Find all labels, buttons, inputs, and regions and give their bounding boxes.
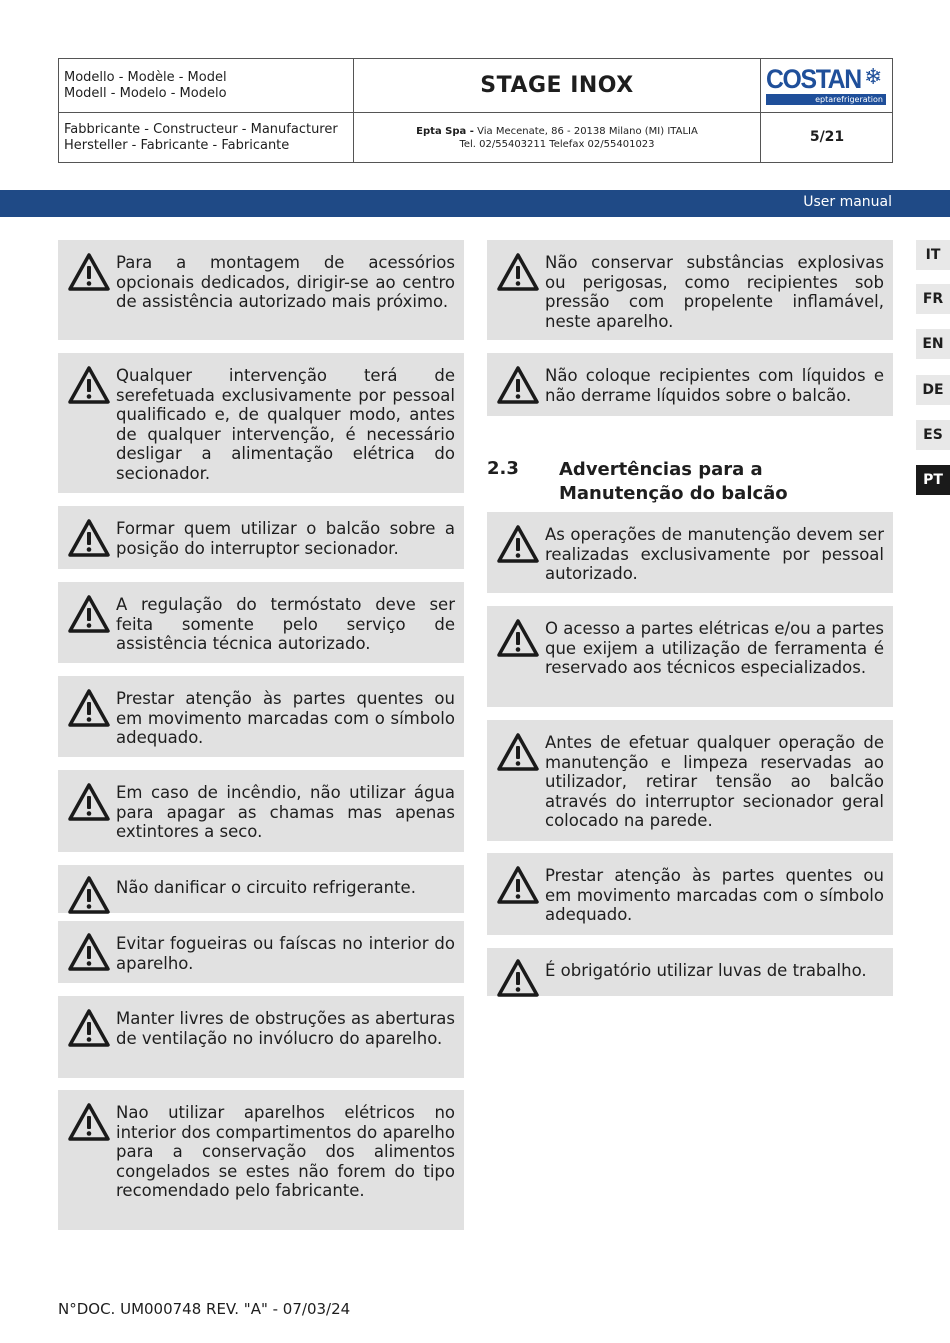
warning-box-left-10 (58, 1090, 464, 1230)
section-number: 2.3 (487, 458, 519, 479)
warning-text: Em caso de incêndio, não utilizar água para apagar as chamas mas apenas extintores a seco. (116, 783, 455, 841)
warning-triangle-icon (67, 1102, 111, 1142)
language-tab-de[interactable]: DE (916, 375, 950, 405)
section-band (0, 190, 950, 217)
warning-text: As operações de manutenção devem ser realizadas exclusivamente por pessoal autorizado. (545, 525, 884, 583)
warning-triangle-icon (67, 252, 111, 292)
logo-word: COSTAN (766, 64, 861, 94)
warning-triangle-icon (496, 618, 540, 658)
warning-text: Não coloque recipientes com líquidos e não derrame líquidos sobre o balcão. (545, 366, 884, 405)
model-name: STAGE INOX (480, 73, 634, 98)
warning-text: Formar quem utilizar o balcão sobre a posição do interruptor secionador. (116, 519, 455, 558)
warning-text: Manter livres de obstruções as aberturas de ventilação no invólucro do aparelho. (116, 1009, 455, 1048)
warning-box-right-bottom-4 (487, 853, 893, 935)
warning-triangle-icon (67, 594, 111, 634)
warning-box-right-bottom-2 (487, 606, 893, 707)
warning-text: Não danificar o circuito refrigerante. (116, 878, 416, 897)
warning-box-left-8 (58, 921, 464, 983)
page-number: 5/21 (809, 129, 845, 145)
document-header (58, 58, 893, 163)
manufacturer-label-line-1: Fabbricante - Constructeur - Manufacturer (64, 122, 338, 137)
warning-box-right-bottom-1 (487, 512, 893, 593)
warning-triangle-icon (496, 865, 540, 905)
warning-text: Prestar atenção às partes quentes ou em movimento marcadas com o símbolo adequado. (116, 689, 455, 747)
warning-triangle-icon (67, 688, 111, 728)
warning-box-left-2 (58, 353, 464, 493)
warning-text: Prestar atenção às partes quentes ou em movimento marcadas com o símbolo adequado. (545, 866, 884, 924)
warning-text: Qualquer intervenção terá de serefetuada exclusivamente por pessoal qualificado e, de qualquer modo, antes de qualquer intervenção, é necessário desligar a alimentação elétrica do secionador. (116, 366, 455, 483)
warning-box-right-bottom-5 (487, 948, 893, 996)
manufacturer-address (354, 125, 760, 151)
company-name: Epta Spa - (416, 126, 474, 137)
warning-triangle-icon (496, 958, 540, 998)
model-label-line-2: Modell - Modelo - Modelo (64, 86, 227, 101)
warning-text: O acesso a partes elétricas e/ou a partes que exijem a utilização de ferramenta é reservado aos técnicos especializados. (545, 619, 884, 677)
warning-text: Evitar fogueiras ou faíscas no interior do aparelho. (116, 934, 455, 973)
warning-text: A regulação do termóstato deve ser feita somente pelo serviço de assistência técnica autorizado. (116, 595, 455, 653)
warning-triangle-icon (67, 932, 111, 972)
warning-triangle-icon (496, 365, 540, 405)
warning-text: Antes de efetuar qualquer operação de manutenção e limpeza reservadas ao utilizador, retirar tensão ao balcão através do interruptor secionador geral colocado na parede. (545, 733, 884, 830)
snowflake-icon: ❄ (864, 65, 883, 90)
warning-box-left-4 (58, 582, 464, 663)
language-tab-pt[interactable]: PT (916, 465, 950, 495)
language-tab-es[interactable]: ES (916, 420, 950, 450)
warning-triangle-icon (67, 1008, 111, 1048)
warning-triangle-icon (67, 365, 111, 405)
manufacturer-label (64, 122, 338, 154)
band-title: User manual (803, 194, 892, 210)
logo-subtitle: eptarefrigeration (766, 94, 886, 105)
warning-text: Para a montagem de acessórios opcionais dedicados, dirigir-se ao centro de assistência autorizado mais próximo. (116, 253, 455, 311)
document-number: N°DOC. UM000748 REV. "A" - 07/03/24 (58, 1300, 351, 1318)
warning-triangle-icon (67, 782, 111, 822)
costan-logo (766, 65, 886, 105)
language-tab-en[interactable]: EN (916, 329, 950, 359)
section-title: Advertências para a Manutenção do balcão (559, 459, 788, 504)
company-address: Via Mecenate, 86 - 20138 Milano (MI) ITALIA (477, 126, 698, 137)
warning-triangle-icon (496, 732, 540, 772)
manufacturer-label-line-2: Hersteller - Fabricante - Fabricante (64, 138, 290, 153)
model-label-line-1: Modello - Modèle - Model (64, 70, 227, 85)
warning-text: É obrigatório utilizar luvas de trabalho. (545, 961, 867, 980)
model-label (64, 70, 227, 102)
warning-box-right-bottom-3 (487, 720, 893, 841)
warning-box-left-9 (58, 996, 464, 1078)
warning-triangle-icon (67, 518, 111, 558)
warning-triangle-icon (496, 524, 540, 564)
warning-triangle-icon (496, 252, 540, 292)
language-tab-it[interactable]: IT (916, 240, 950, 270)
warning-box-left-5 (58, 676, 464, 757)
warning-text: Não conservar substâncias explosivas ou perigosas, como recipientes sob pressão com propelente inflamável, neste aparelho. (545, 253, 884, 331)
warning-box-right-top-1 (487, 240, 893, 340)
company-phone: Tel. 02/55403211 Telefax 02/55401023 (459, 139, 655, 150)
warning-box-right-top-2 (487, 353, 893, 416)
warning-box-left-7 (58, 865, 464, 913)
language-tab-fr[interactable]: FR (916, 284, 950, 314)
warning-box-left-3 (58, 506, 464, 569)
warning-text: Nao utilizar aparelhos elétricos no interior dos compartimentos do aparelho para a conservação dos alimentos congelados se estes não forem do tipo recomendado pelo fabricante. (116, 1103, 455, 1200)
warning-triangle-icon (67, 875, 111, 915)
warning-box-left-6 (58, 770, 464, 852)
warning-box-left-1 (58, 240, 464, 340)
